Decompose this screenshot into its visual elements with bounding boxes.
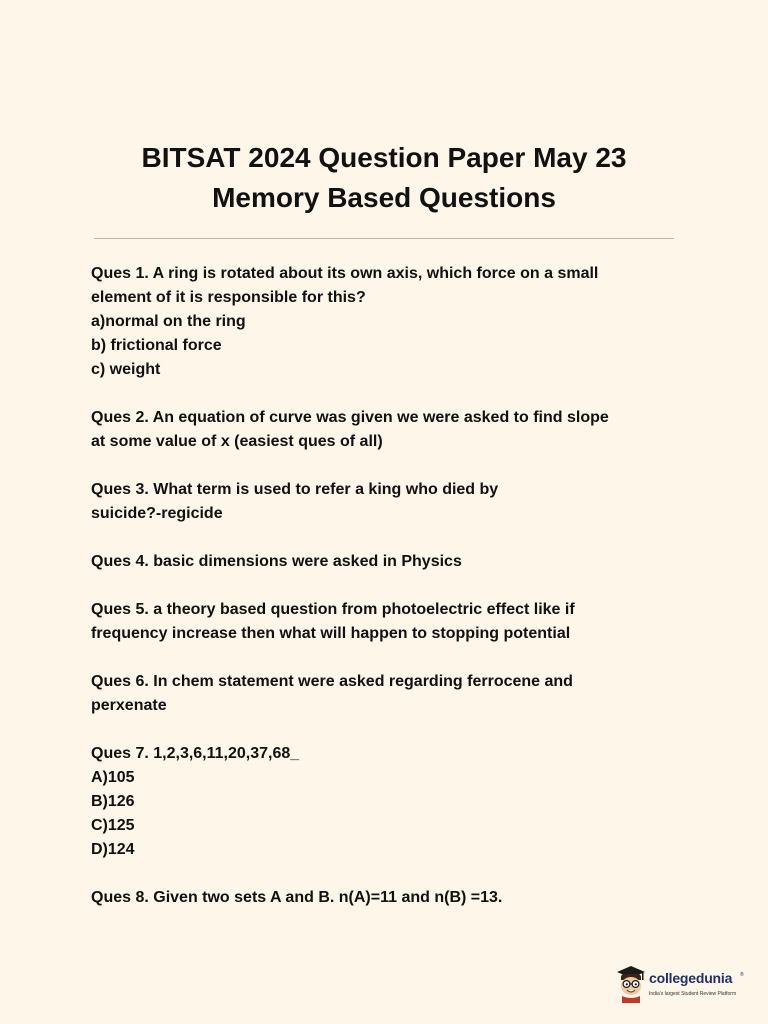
collegedunia-logo (616, 965, 744, 1003)
logo-registered-mark: ® (740, 972, 744, 978)
question-4-text: Ques 4. basic dimensions were asked in Physics (91, 553, 462, 570)
question-2-text: at some value of x (easiest ques of all) (91, 433, 383, 450)
logo-wordmark: collegedunia (649, 970, 733, 986)
question-7-option-b: B)126 (91, 793, 135, 810)
question-7-option-d: D)124 (91, 841, 135, 858)
question-6 (91, 670, 691, 718)
question-4 (91, 550, 691, 574)
question-7-option-a: A)105 (91, 769, 135, 786)
question-6-text: perxenate (91, 697, 167, 714)
question-7-text: Ques 7. 1,2,3,6,11,20,37,68_ (91, 745, 300, 762)
question-1-text: element of it is responsible for this? (91, 289, 366, 306)
question-1 (91, 262, 691, 382)
question-1-option-a: a)normal on the ring (91, 313, 246, 330)
question-5-text: Ques 5. a theory based question from photoelectric effect like if (91, 601, 575, 618)
page-title (0, 138, 768, 218)
question-5-text: frequency increase then what will happen to stopping potential (91, 625, 571, 642)
question-3-text: suicide?-regicide (91, 505, 223, 522)
question-7-option-c: C)125 (91, 817, 135, 834)
title-divider (94, 238, 674, 239)
question-1-option-c: c) weight (91, 361, 161, 378)
title-line: BITSAT 2024 Question Paper May 23 (141, 142, 627, 173)
question-5 (91, 598, 691, 646)
question-list (91, 262, 691, 934)
logo-tagline: India's largest Student Review Platform (649, 991, 737, 997)
question-2 (91, 406, 691, 454)
question-3 (91, 478, 691, 526)
question-8-text: Ques 8. Given two sets A and B. n(A)=11 and n(B) =13. (91, 889, 503, 906)
question-3-text: Ques 3. What term is used to refer a king who died by (91, 481, 499, 498)
question-8 (91, 886, 691, 910)
question-2-text: Ques 2. An equation of curve was given we were asked to find slope (91, 409, 609, 426)
question-7 (91, 742, 691, 862)
title-line: Memory Based Questions (212, 182, 556, 213)
question-1-option-b: b) frictional force (91, 337, 222, 354)
question-1-text: Ques 1. A ring is rotated about its own axis, which force on a small (91, 265, 599, 282)
mascot-icon (616, 965, 646, 1003)
question-6-text: Ques 6. In chem statement were asked regarding ferrocene and (91, 673, 573, 690)
